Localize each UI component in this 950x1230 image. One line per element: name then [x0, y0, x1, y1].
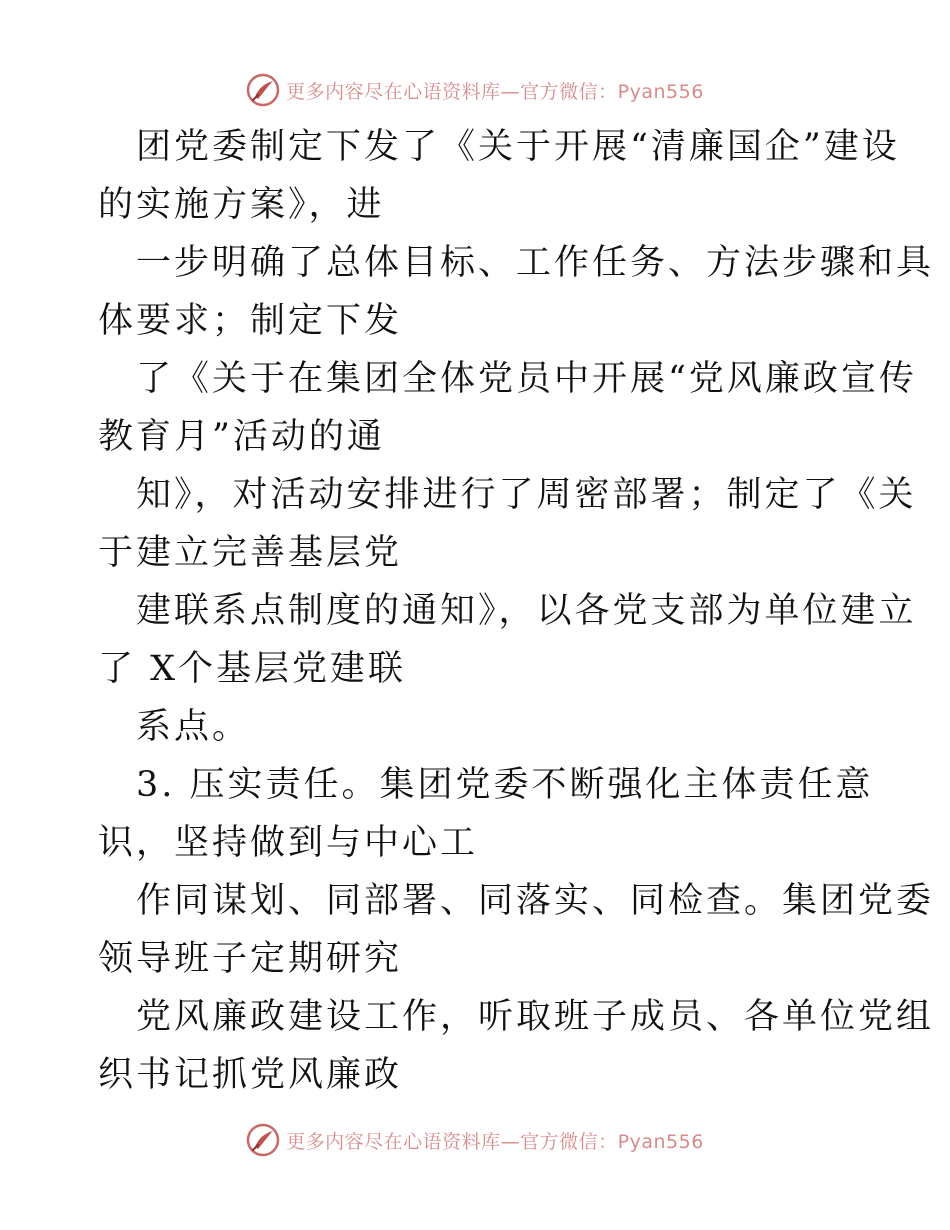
- text-line: 系点。: [136, 707, 251, 747]
- text-line: 领导班子定期研究: [98, 939, 403, 979]
- watermark-text: 更多内容尽在心语资料库—官方微信：Pyan556: [286, 1130, 704, 1153]
- text-line: 于建立完善基层党: [98, 533, 403, 573]
- watermark-text: 更多内容尽在心语资料库—官方微信：Pyan556: [286, 80, 704, 103]
- text-line: 了《关于在集团全体党员中开展“党风廉政宣传: [136, 359, 917, 399]
- text-line: 党风廉政建设工作，听取班子成员、各单位党组: [136, 997, 935, 1037]
- text-line: 团党委制定下发了《关于开展“清廉国企”建设: [136, 127, 900, 167]
- header-watermark: [0, 70, 950, 110]
- text-line: 织书记抓党风廉政: [98, 1055, 403, 1095]
- ink-pen-logo-icon: [246, 1123, 280, 1157]
- text-line: 教育月”活动的通: [98, 417, 385, 457]
- text-line: 知》，对活动安排进行了周密部署；制定了《关: [136, 475, 917, 515]
- text-line: 体要求；制定下发: [98, 301, 403, 341]
- text-line: 3. 压实责任。集团党委不断强化主体责任意: [136, 765, 874, 805]
- text-line: 建联系点制度的通知》，以各党支部为单位建立: [136, 591, 917, 631]
- ink-pen-logo-icon: [246, 73, 280, 107]
- text-line: 了 X个基层党建联: [98, 649, 407, 689]
- text-line: 识，坚持做到与中心工: [98, 823, 479, 863]
- text-line: 的实施方案》，进: [98, 185, 385, 225]
- text-line: 作同谋划、同部署、同落实、同检查。集团党委: [136, 881, 935, 921]
- text-line: 一步明确了总体目标、工作任务、方法步骤和具: [136, 243, 935, 283]
- footer-watermark: [0, 1120, 950, 1160]
